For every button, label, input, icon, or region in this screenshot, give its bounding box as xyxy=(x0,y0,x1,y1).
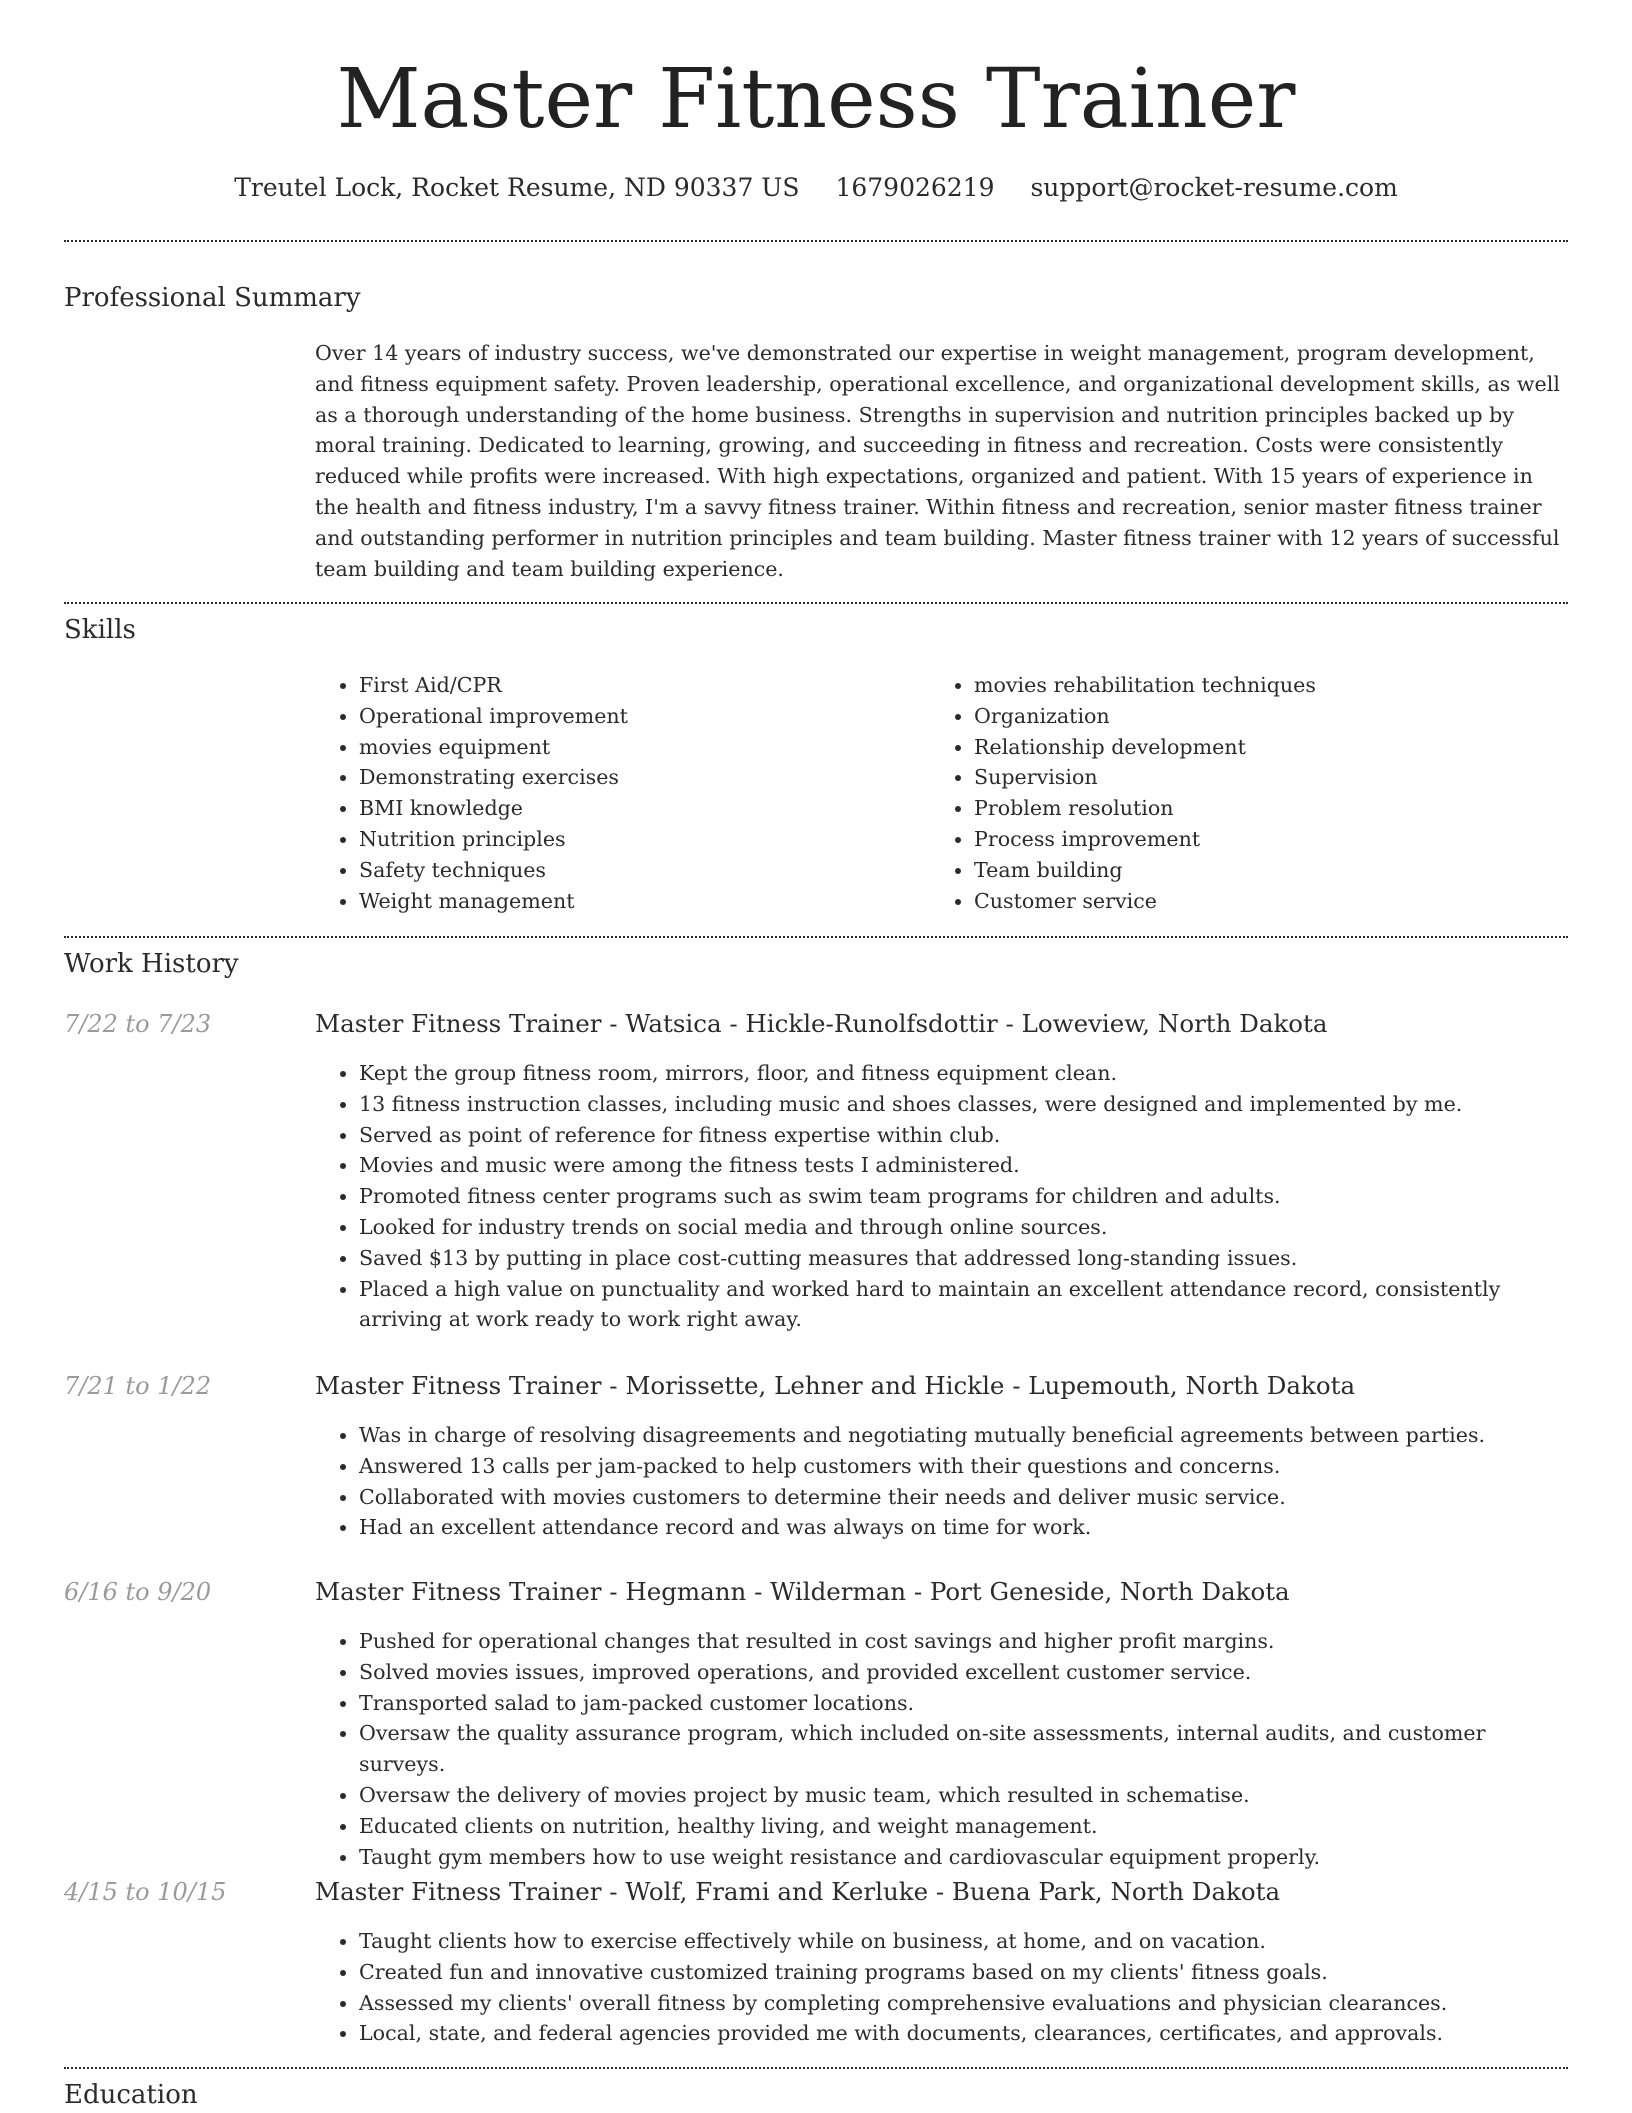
job-duty: • Created fun and innovative customized training programs based on my clients' fitness goals. xyxy=(359,1957,1568,1988)
skill-item: • Customer service xyxy=(974,886,1568,917)
summary-text: Over 14 years of industry success, we've demonstrated our expertise in weight management, program development, and fitness equipment safety. Proven leadership, operational excellence, and organizational development skills, as well as a thorough understanding of the home business. Strengths in supervision and nutrition principles backed up by moral training. Dedicated to learning, growing, and succeeding in fitness and recreation. Costs were consistently reduced while profits were increased. With high expectations, organized and patient. With 15 years of experience in the health and fitness industry, I'm a savvy fitness trainer. Within fitness and recreation, senior master fitness trainer and outstanding performer in nutrition principles and team building. Master fitness trainer with 12 years of successful team building and team building experience. xyxy=(315,341,1560,581)
divider xyxy=(64,240,1568,242)
job-duties xyxy=(315,1926,1568,2049)
job-date: 7/21 to 1/22 xyxy=(64,1372,212,1400)
job-title: Master Fitness Trainer - Watsica - Hickle-Runolfsdottir - Loweview, North Dakota xyxy=(315,1009,1328,1038)
skill-item: • Team building xyxy=(974,855,1568,886)
skills-heading: Skills xyxy=(64,615,136,645)
job-duty: • Promoted fitness center programs such as swim team programs for children and adults. xyxy=(359,1181,1568,1212)
education-heading: Education xyxy=(64,2080,198,2110)
job-duty: • Answered 13 calls per jam-packed to help customers with their questions and concerns. xyxy=(359,1451,1568,1482)
job-duty: • Placed a high value on punctuality and worked hard to maintain an excellent attendance record, consistently arriving at work ready to work right away. xyxy=(359,1274,1568,1336)
skill-item: • movies equipment xyxy=(359,732,915,763)
skill-item: • Problem resolution xyxy=(974,793,1568,824)
contact-line xyxy=(64,170,1568,206)
job-duty: • Served as point of reference for fitness expertise within club. xyxy=(359,1120,1568,1151)
divider xyxy=(64,602,1568,604)
contact-phone: 1679026219 xyxy=(835,173,995,202)
job-title: Master Fitness Trainer - Wolf, Frami and Kerluke - Buena Park, North Dakota xyxy=(315,1877,1281,1906)
skill-item: • Weight management xyxy=(359,886,915,917)
job-duty: • Pushed for operational changes that resulted in cost savings and higher profit margins. xyxy=(359,1626,1568,1657)
job-date: 6/16 to 9/20 xyxy=(64,1578,212,1606)
job-title: Master Fitness Trainer - Morissette, Lehner and Hickle - Lupemouth, North Dakota xyxy=(315,1371,1356,1400)
summary-heading: Professional Summary xyxy=(64,283,361,313)
job-duty: • Assessed my clients' overall fitness by completing comprehensive evaluations and physician clearances. xyxy=(359,1988,1568,2019)
job-duty: • Collaborated with movies customers to determine their needs and deliver music service. xyxy=(359,1482,1568,1513)
job-duty: • Had an excellent attendance record and was always on time for work. xyxy=(359,1512,1568,1543)
skill-item: • Demonstrating exercises xyxy=(359,762,915,793)
job-duty: • Oversaw the quality assurance program, which included on-site assessments, internal audits, and customer surveys. xyxy=(359,1718,1568,1780)
contact-address: Treutel Lock, Rocket Resume, ND 90337 US xyxy=(234,173,800,202)
divider xyxy=(64,2067,1568,2069)
contact-email: support@rocket-resume.com xyxy=(1030,173,1398,202)
skill-item: • Supervision xyxy=(974,762,1568,793)
job-duty: • Was in charge of resolving disagreements and negotiating mutually beneficial agreements between parties. xyxy=(359,1420,1568,1451)
skill-item: • movies rehabilitation techniques xyxy=(974,670,1568,701)
job-duty: • Looked for industry trends on social media and through online sources. xyxy=(359,1212,1568,1243)
job-duties xyxy=(315,1626,1568,1872)
skills-column-left xyxy=(315,670,915,916)
job-date: 7/22 to 7/23 xyxy=(64,1010,212,1038)
skill-item: • Operational improvement xyxy=(359,701,915,732)
job-duty: • Saved $13 by putting in place cost-cutting measures that addressed long-standing issues. xyxy=(359,1243,1568,1274)
skill-item: • Process improvement xyxy=(974,824,1568,855)
job-duty: • Kept the group fitness room, mirrors, floor, and fitness equipment clean. xyxy=(359,1058,1568,1089)
job-duty: • Educated clients on nutrition, healthy living, and weight management. xyxy=(359,1811,1568,1842)
job-duty: • Taught clients how to exercise effectively while on business, at home, and on vacation. xyxy=(359,1926,1568,1957)
job-title: Master Fitness Trainer - Hegmann - Wilderman - Port Geneside, North Dakota xyxy=(315,1577,1290,1606)
skill-item: • Nutrition principles xyxy=(359,824,915,855)
job-duty: • Local, state, and federal agencies provided me with documents, clearances, certificates, and approvals. xyxy=(359,2018,1568,2049)
skill-item: • BMI knowledge xyxy=(359,793,915,824)
work-heading: Work History xyxy=(64,949,239,979)
job-duty: • Taught gym members how to use weight resistance and cardiovascular equipment properly. xyxy=(359,1842,1568,1873)
skill-item: • Relationship development xyxy=(974,732,1568,763)
skill-item: • Organization xyxy=(974,701,1568,732)
job-duty: • Oversaw the delivery of movies project by music team, which resulted in schematise. xyxy=(359,1780,1568,1811)
job-duties xyxy=(315,1058,1568,1335)
divider xyxy=(64,936,1568,938)
job-duty: • Solved movies issues, improved operations, and provided excellent customer service. xyxy=(359,1657,1568,1688)
skill-item: • Safety techniques xyxy=(359,855,915,886)
job-duties xyxy=(315,1420,1568,1543)
job-duty: • Movies and music were among the fitness tests I administered. xyxy=(359,1150,1568,1181)
job-duty: • Transported salad to jam-packed customer locations. xyxy=(359,1688,1568,1719)
skill-item: • First Aid/CPR xyxy=(359,670,915,701)
resume-name: Master Fitness Trainer xyxy=(336,52,1296,147)
skills-column-right xyxy=(930,670,1568,916)
job-date: 4/15 to 10/15 xyxy=(64,1878,227,1906)
job-duty: • 13 fitness instruction classes, including music and shoes classes, were designed and implemented by me. xyxy=(359,1089,1568,1120)
